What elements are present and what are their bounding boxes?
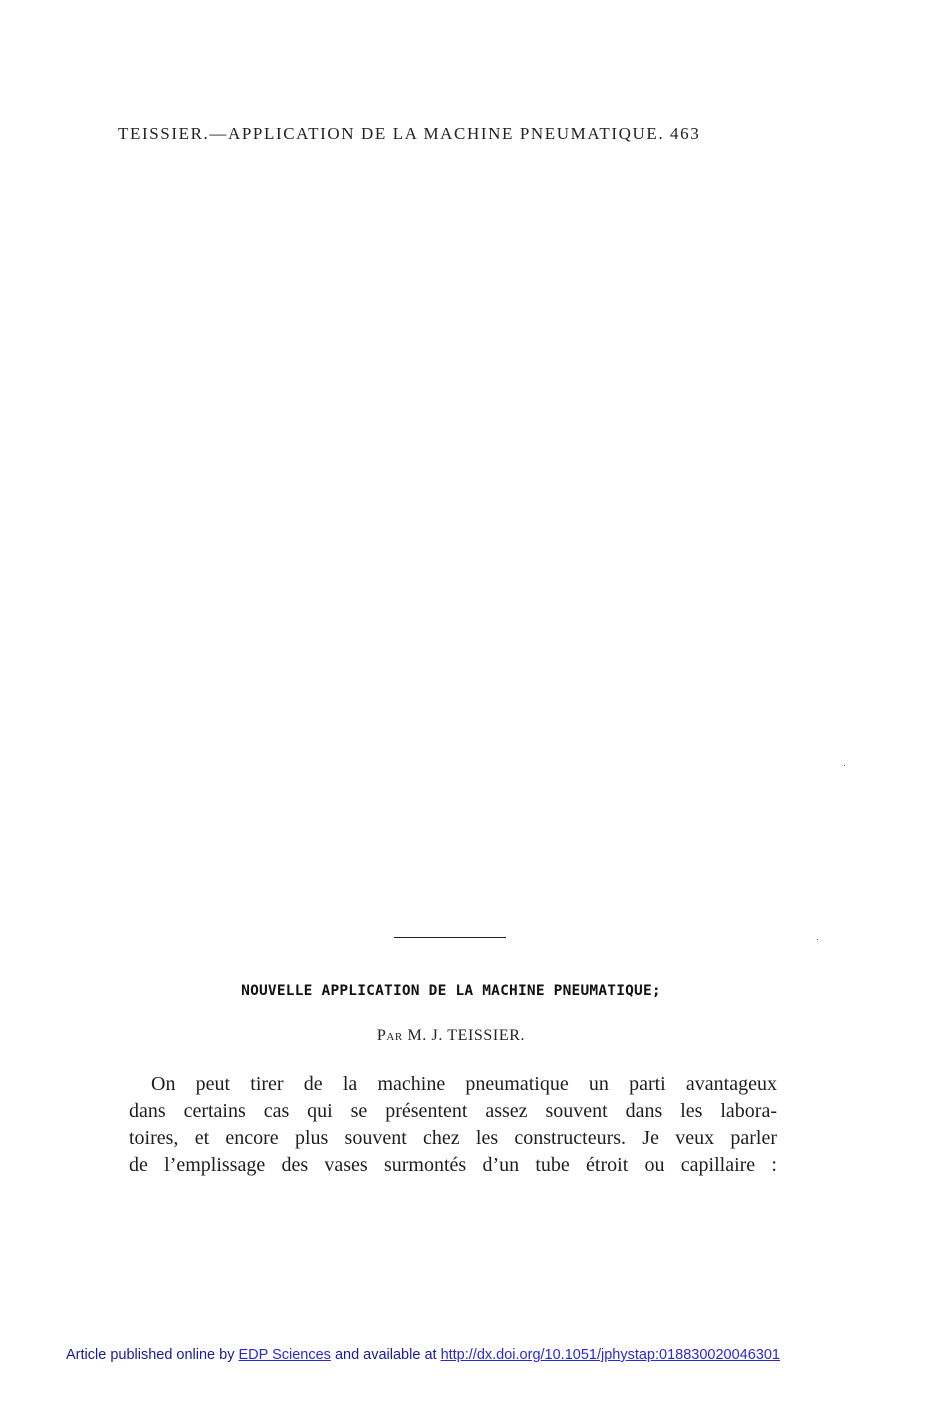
byline: [0, 1027, 902, 1045]
article-title: NOUVELLE APPLICATION DE LA MACHINE PNEUMATIQUE;: [241, 983, 661, 999]
doi-link[interactable]: http://dx.doi.org/10.1051/jphystap:018830020046301: [440, 1347, 780, 1363]
byline-prefix: Par: [376, 1027, 403, 1044]
scan-speck: [817, 939, 818, 940]
footer-prefix: Article published online by: [66, 1347, 235, 1363]
section-rule: [394, 937, 506, 938]
body-line: On peut tirer de la machine pneumatique un parti avantageux: [151, 1073, 777, 1095]
byline-author: M. J. TEISSIER.: [407, 1027, 526, 1044]
body-paragraph: [129, 1071, 777, 1179]
body-line: de l’emplissage des vases surmontés d’un tube étroit ou capillaire :: [129, 1154, 777, 1176]
publisher-link[interactable]: EDP Sciences: [238, 1347, 331, 1363]
publication-footer: [66, 1347, 780, 1363]
body-line: toires, et encore plus souvent chez les constructeurs. Je veux parler: [129, 1127, 777, 1149]
body-line: dans certains cas qui se présentent assez souvent dans les labora-: [129, 1100, 777, 1122]
footer-middle: and available at: [334, 1347, 437, 1363]
scan-speck: [844, 765, 845, 766]
running-head: TEISSIER.—APPLICATION DE LA MACHINE PNEUMATIQUE. 463: [118, 124, 701, 143]
